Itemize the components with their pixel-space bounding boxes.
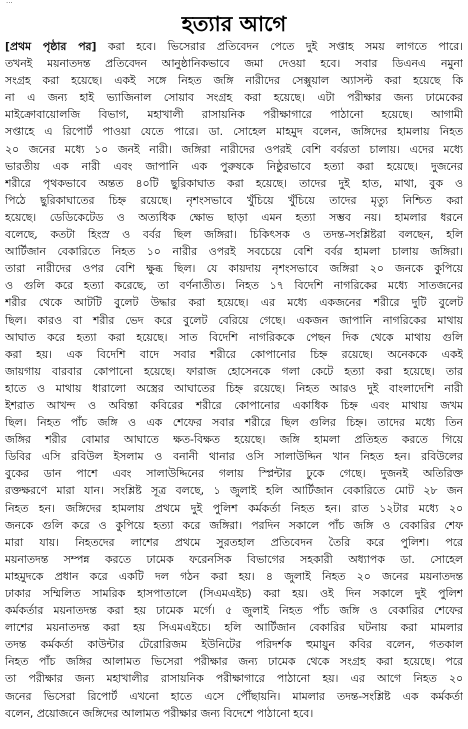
clipped-previous-line: ... <box>6 0 13 5</box>
article-line <box>5 226 463 243</box>
article-line <box>5 277 463 294</box>
article-line <box>5 500 463 517</box>
article-line <box>5 534 463 551</box>
article-line-text: তারা নারীদের ওপর বেশি ক্ষুব্ধ ছিল। যে কায়দায় নৃশংসভাবে জঙ্গিরা ২০ জনকে কুপিয়ে <box>5 262 463 276</box>
article-line <box>5 260 463 277</box>
article-line <box>5 465 463 482</box>
article-line <box>5 123 463 140</box>
article-line-text: হাতে ও মাথায় ধারালো অস্ত্রের আঘাতের চিহ্ন রয়েছে। নিহত আরও দুই বাংলাদেশি নারী <box>5 381 463 395</box>
article-line <box>5 619 463 636</box>
article-line-text: শরীরে পৃথকভাবে অন্তত ৪০টি ছুরিকাঘাত করা হয়েছে। তাদের দুই হাত, মাথা, বুক ও <box>5 176 463 190</box>
article-line <box>5 414 463 431</box>
article-line-text: ডিবির এসি রবিউল ইসলাম ও বনানী থানার ওসি সালাউদ্দিন খান নিহত হন। রবিউলের <box>5 450 463 464</box>
article-line-text: জনের ভিসেরা রিপোর্ট এখনো হাতে এসে পৌঁছায়নি। মামলার তদন্ত-সংশ্লিষ্ট এক কর্মকর্তা <box>5 689 463 703</box>
article-line-text: রক্তক্ষরণে মারা যান। সংশ্লিষ্ট সূত্র বলছে, ১ জুলাই হলি আর্টিজান বেকারিতে মোট ২৮ জন <box>5 484 463 498</box>
article-line <box>5 243 463 260</box>
article-line-text: ইশরাত আখন্দ ও অবিন্তা কবিরের শরীরে কোপানোর একাধিক চিহ্ন এবং মাথায় জখম <box>5 398 463 412</box>
article-line-text: নিহত পাঁচ জঙ্গির আলামত ভিসেরা পরীক্ষার জন্য ঢামেক থেকে সংগ্রহ করা হয়েছে। পরে <box>5 655 463 669</box>
article-line <box>5 653 463 670</box>
article-line <box>5 380 463 397</box>
article-line <box>5 482 463 499</box>
article-line <box>5 431 463 448</box>
article-line <box>5 312 463 329</box>
article-line <box>5 72 463 89</box>
article-line <box>5 568 463 585</box>
article-line <box>5 106 463 123</box>
article-line-text: বলেন, প্রয়োজনে জঙ্গিদের আলামত পরীক্ষার জন্য বিদেশে পাঠানো হবে। <box>5 706 314 720</box>
article-line-text: ছিল। কারও বা শরীর ভেদ করে বুলেট বেরিয়ে গেছে। একজন জাপানি নাগরিকের মাথায় <box>5 313 463 327</box>
article-line <box>5 448 463 465</box>
article-line <box>5 551 463 568</box>
article-line-text: লাশের ময়নাতদন্ত করা হয় সিএমএইচে। হলি আর্টিজান বেকারির ঘটনায় করা মামলার <box>5 621 463 635</box>
article-line-text: আঘাত করে হত্যা করা হয়েছে। সাত বিদেশি নাগরিককে পেছন দিক থেকে মাথায় গুলি <box>5 330 463 344</box>
article-line-text: পিঠে ছুরিকাঘাতের চিহ্ন রয়েছে। নৃশংসভাবে খুঁচিয়ে খুঁচিয়ে তাদের মৃত্যু নিশ্চিত করা <box>5 193 463 207</box>
article-line <box>5 363 463 380</box>
article-line-text: ময়নাতদন্ত সম্পন্ন করতে ঢামেক ফরেনসিক বিভাগের সহকারী অধ্যাপক ডা. সোহেল <box>5 552 463 566</box>
continued-from-label: [প্রথম পৃষ্ঠার পর] <box>5 40 97 53</box>
article-line-text: ছিল। নিহত পাঁচ জঙ্গি ও এক শেফের সবার শরীরে ছিল গুলির চিহ্ন। তাদের মধ্যে তিন <box>5 416 463 430</box>
article-line <box>5 602 463 619</box>
article-line <box>5 89 463 106</box>
article-body <box>5 38 463 726</box>
article-line-text: আর্টিজান বেকারিতে নিহত ১০ নারীর ওপরই সবচেয়ে বেশি বর্বর হামলা চালায় জঙ্গিরা। <box>5 245 463 259</box>
article-line-text: সপ্তাহে এ রিপোর্ট পাওয়া যেতে পারে। ডা. সোহেল মাহমুদ বলেন, জঙ্গিদের হামলায় নিহত <box>5 125 463 139</box>
article-line <box>5 294 463 311</box>
article-line-text: মাহমুদকে প্রধান করে একটি দল গঠন করা হয়। ৪ জুলাই নিহত ২০ জনের ময়নাতদন্ত <box>5 569 463 583</box>
article-line-text: করা হবে। ভিসেরার প্রতিবেদন পেতে দুই সপ্তাহ সময় লাগতে পারে। <box>96 40 463 53</box>
article-line <box>5 517 463 534</box>
article-line-text: ঢাকার সম্মিলিত সামরিক হাসপাতালে (সিএমএইচ) করা হয়। ওই দিন সকালে দুই পুলিশ <box>5 587 463 600</box>
article-line-text: সংগ্রহ করা হয়েছে। একই সঙ্গে নিহত জঙ্গি নারীদের সেক্সুয়াল অ্যাসল্ট করা হয়েছে কি <box>5 74 463 88</box>
article-line-text: হয়েছে। ডেডিকেটেড ও অত্যধিক ক্ষোভ ছাড়া এমন হত্যা সম্ভব নয়। হামলার ধরনে <box>5 210 463 224</box>
article-line-text: নিহত হন। জঙ্গিদের হামলায় প্রথমে দুই পুলিশ কর্মকর্তা নিহত হন। রাত ১২টার মধ্যে ২০ <box>5 501 463 515</box>
article-line <box>5 141 463 158</box>
article-line-text: জায়গায় বারবার কোপানো হয়েছে। ফারাজ হোসেনকে গলা কেটে হত্যা করা হয়েছে। তার <box>5 364 463 378</box>
article-line-text: না এ জন্য হাই ভ্যাজিনাল সোয়াব সংগ্রহ করা হয়েছে। এটা পরীক্ষার জন্য ঢামেকের <box>5 91 463 105</box>
article-line <box>5 329 463 346</box>
article-line-text: জনকে গুলি করে ও কুপিয়ে হত্যা করে জঙ্গিরা। পরদিন সকালে পাঁচ জঙ্গি ও বেকারির শেফ <box>5 518 463 532</box>
article-line-text: তদন্ত কর্মকর্তা কাউন্টার টেরোরিজম ইউনিটের পরিদর্শক হুমায়ুন কবির বলেন, গতকাল <box>5 638 463 652</box>
article-line-text: বলেছে, কতটা হিংস্র ও বর্বর ছিল জঙ্গিরা। চিকিৎসক ও তদন্ত-সংশ্লিষ্টরা বলছেন, হলি <box>5 228 463 242</box>
article-line-text: কর্মকর্তার ময়নাতদন্ত করা হয় ঢামেক মর্গে। ৫ জুলাই নিহত পাঁচ জঙ্গি ও বেকারির শেফের <box>5 604 463 618</box>
article-line-text: তা পরীক্ষার জন্য মহাখালীর রাসায়নিক পরীক্ষাগারে পাঠানো হয়। এর আগে নিহত ২০ <box>5 672 463 686</box>
article-line <box>5 158 463 175</box>
article-line-text: করা হয়। এক বিদেশি বাদে সবার শরীরে কোপানোর চিহ্ন রয়েছে। অনেককে একই <box>5 347 463 361</box>
article-line <box>5 705 463 722</box>
article-line <box>5 636 463 653</box>
article-line <box>5 209 463 226</box>
article-line <box>5 585 463 602</box>
article-line-text: ভারতীয় এক নারী এবং জাপানি এক পুরুষকে নিষ্ঠুরভাবে হত্যা করা হয়েছে। দুজনের <box>5 159 463 173</box>
article-line-text: মাইক্রোবায়োলজি বিভাগ, মহাখালী রাসায়নিক পরীক্ষাগারে পাঠানো হয়েছে। আগামী <box>5 108 463 122</box>
article-line <box>5 670 463 687</box>
article-line-text: মারা যায়। নিহতদের লাশের প্রথমে সুরতহাল প্রতিবেদন তৈরি করে পুলিশ। পরে <box>5 535 463 549</box>
article-line <box>5 192 463 209</box>
article-line <box>5 55 463 72</box>
article-line <box>5 175 463 192</box>
article-line <box>5 346 463 363</box>
article-line-text: ২০ জনের মধ্যে ১০ জনই নারী। জঙ্গিরা নারীদের ওপরই বেশি বর্বরতা চালায়। এদের মধ্যে <box>5 142 463 156</box>
article-line <box>5 688 463 705</box>
article-line-text: ও গুলি করে হত্যা করেছে, তা বর্ণনাতীত। নিহত ১৭ বিদেশি নাগরিকের মধ্যে সাতজনের <box>5 279 463 293</box>
article-line-text: তখনই ময়নাতদন্ত প্রতিবেদন আনুষ্ঠানিকভাবে জমা দেওয়া হবে। সবার ডিএনএ নমুনা <box>5 57 463 71</box>
headline: হত্যার আগে <box>181 12 287 36</box>
article-line-text: জঙ্গির শরীর বোমার আঘাতে ক্ষত-বিক্ষত হয়েছে। জঙ্গি হামলা প্রতিহত করতে গিয়ে <box>5 433 463 447</box>
article-line-text: শরীর থেকে আটটি বুলেট উদ্ধার করা হয়েছে। এর মধ্যে একজনের শরীরে দুটি বুলেট <box>5 296 463 310</box>
article-line-text: বুকের ডান পাশে এবং সালাউদ্দিনের গলায় স্প্লিন্টার ঢুকে গেছে। দুজনই অতিরিক্ত <box>5 467 463 481</box>
article-line <box>5 397 463 414</box>
article-line <box>5 38 463 55</box>
